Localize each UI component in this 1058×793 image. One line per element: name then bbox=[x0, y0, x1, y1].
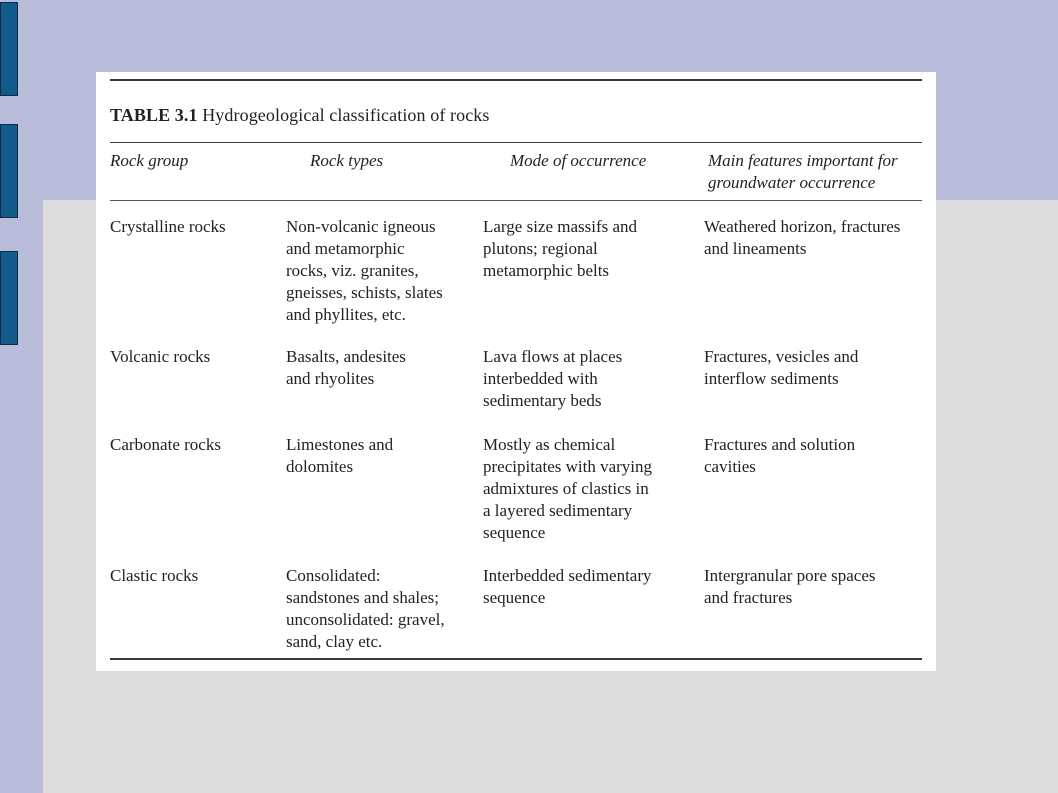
table-cell: Consolidated: sandstones and shales; unconsolidated: gravel, sand, clay etc. bbox=[286, 566, 445, 651]
table-cell: Non-volcanic igneous and metamorphic rocks, viz. granites, gneisses, schists, slates and phyllites, etc. bbox=[286, 217, 443, 324]
top-rule bbox=[110, 79, 922, 81]
table-cell: Lava flows at places interbedded with sedimentary beds bbox=[483, 347, 623, 410]
table-cell: Fractures, vesicles and interflow sediments bbox=[704, 347, 859, 388]
table-cell: Limestones and dolomites bbox=[286, 435, 394, 476]
bottom-rule bbox=[110, 658, 922, 660]
table-cell: Large size massifs and plutons; regional metamorphic belts bbox=[483, 217, 638, 280]
table-cell: Volcanic rocks bbox=[110, 347, 211, 366]
caption-number: TABLE 3.1 bbox=[110, 105, 198, 125]
table-image bbox=[96, 72, 936, 671]
header-bottom-rule bbox=[110, 200, 922, 201]
table-cell: Fractures and solution cavities bbox=[704, 435, 856, 476]
header-rock-types: Rock types bbox=[310, 151, 384, 170]
side-tab-2 bbox=[0, 124, 18, 218]
side-tab-3 bbox=[0, 251, 18, 345]
table-caption bbox=[110, 105, 490, 126]
header-mode-of-occurrence: Mode of occurrence bbox=[510, 151, 647, 170]
header-top-rule bbox=[110, 142, 922, 143]
table-cell: Mostly as chemical precipitates with varying admixtures of clastics in a layered sedimentary sequence bbox=[483, 435, 653, 542]
caption-text: Hydrogeological classification of rocks bbox=[202, 105, 490, 125]
table-cell: Carbonate rocks bbox=[110, 435, 221, 454]
table-cell: Crystalline rocks bbox=[110, 217, 226, 236]
side-tab-1 bbox=[0, 2, 18, 96]
table-cell: Weathered horizon, fractures and lineaments bbox=[704, 217, 901, 258]
header-rock-group: Rock group bbox=[110, 151, 189, 170]
table-cell: Interbedded sedimentary sequence bbox=[483, 566, 652, 607]
table-cell: Intergranular pore spaces and fractures bbox=[704, 566, 876, 607]
table-cell: Basalts, andesites and rhyolites bbox=[286, 347, 406, 388]
header-main-features: Main features important for groundwater occurrence bbox=[708, 151, 898, 192]
table-cell: Clastic rocks bbox=[110, 566, 199, 585]
